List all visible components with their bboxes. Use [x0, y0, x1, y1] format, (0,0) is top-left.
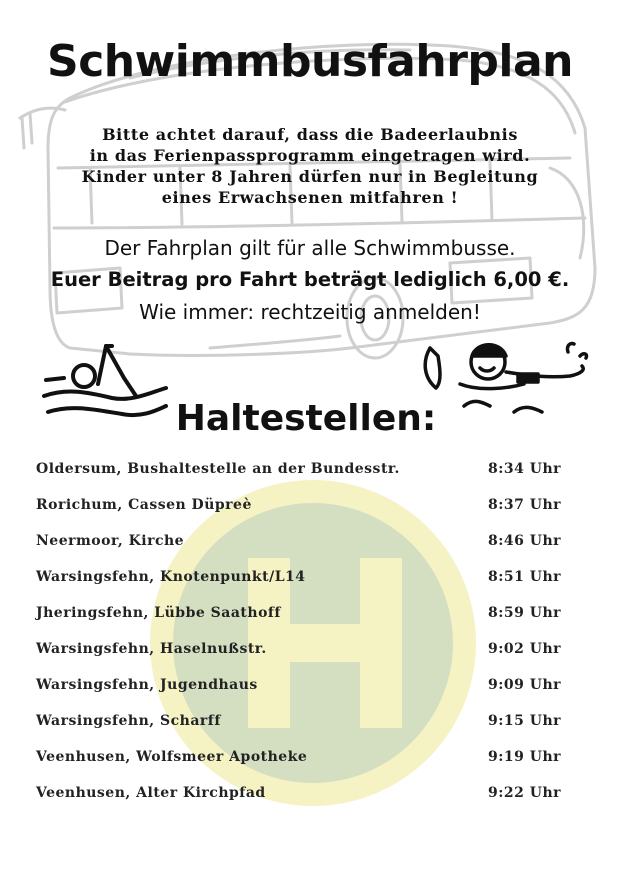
departure-time: 8:37 Uhr: [488, 497, 562, 513]
departure-time: 9:19 Uhr: [488, 749, 562, 765]
departure-time: 8:59 Uhr: [488, 605, 562, 621]
page-title: Schwimmbusfahrplan: [47, 36, 573, 87]
notice-line: Bitte achtet darauf, dass die Badeerlaubnis: [102, 125, 518, 144]
schedule-row: [36, 746, 576, 782]
departure-time: 9:02 Uhr: [488, 641, 562, 657]
schedule-row: [36, 602, 576, 638]
stop-name: Warsingsfehn, Scharff: [36, 713, 221, 729]
schedule-row: [36, 530, 576, 566]
info-line-validity: Der Fahrplan gilt für alle Schwimmbusse.: [104, 236, 516, 260]
schedule-table: [36, 458, 576, 818]
schedule-row: [36, 710, 576, 746]
stop-name: Neermoor, Kirche: [36, 533, 185, 549]
info-line-fee: Euer Beitrag pro Fahrt beträgt lediglich 6,00 €.: [50, 268, 570, 291]
departure-time: 9:15 Uhr: [488, 713, 562, 729]
departure-time: 8:46 Uhr: [488, 533, 562, 549]
departure-time: 8:34 Uhr: [488, 461, 562, 477]
schedule-row: [36, 674, 576, 710]
notice-line: Kinder unter 8 Jahren dürfen nur in Begleitung: [81, 167, 539, 186]
schedule-row: [36, 638, 576, 674]
departure-time: 9:22 Uhr: [488, 785, 562, 801]
stop-name: Warsingsfehn, Knotenpunkt/L14: [36, 569, 306, 585]
departure-time: 8:51 Uhr: [488, 569, 562, 585]
notice-line: eines Erwachsenen mitfahren !: [161, 188, 459, 207]
departure-time: 9:09 Uhr: [488, 677, 562, 693]
schedule-row: [36, 494, 576, 530]
notice-block: [70, 124, 550, 208]
stop-name: Oldersum, Bushaltestelle an der Bundesstr.: [36, 461, 400, 477]
stop-name: Warsingsfehn, Haselnußstr.: [36, 641, 267, 657]
stop-name: Jheringsfehn, Lübbe Saathoff: [36, 605, 281, 621]
schedule-row: [36, 782, 576, 818]
stop-name: Rorichum, Cassen Düpreè: [36, 497, 252, 513]
stop-name: Veenhusen, Wolfsmeer Apotheke: [36, 749, 308, 765]
schedule-row: [36, 458, 576, 494]
notice-line: in das Ferienpassprogramm eingetragen wird.: [89, 146, 531, 165]
schedule-row: [36, 566, 576, 602]
stop-name: Warsingsfehn, Jugendhaus: [36, 677, 258, 693]
stops-heading: Haltestellen:: [175, 398, 437, 439]
stop-name: Veenhusen, Alter Kirchpfad: [36, 785, 266, 801]
info-line-register: Wie immer: rechtzeitig anmelden!: [139, 300, 481, 324]
